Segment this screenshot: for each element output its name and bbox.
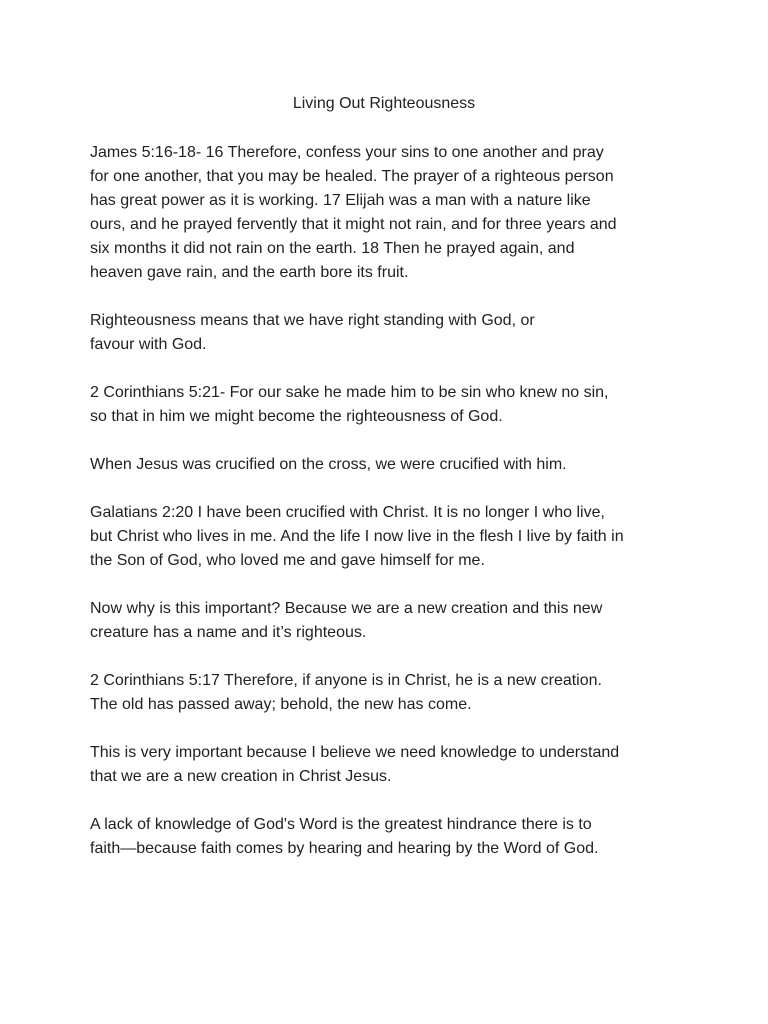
paragraph-line: Now why is this important? Because we are a new creation and this new [90, 600, 603, 617]
paragraph-line: so that in him we might become the righteousness of God. [90, 408, 503, 425]
paragraph-line: heaven gave rain, and the earth bore its fruit. [90, 264, 409, 281]
paragraph-line: six months it did not rain on the earth. 18 Then he prayed again, and [90, 240, 575, 257]
paragraph-line: creature has a name and it’s righteous. [90, 624, 367, 641]
document-title: Living Out Righteousness [292, 95, 476, 112]
paragraph [90, 597, 690, 645]
paragraph [90, 453, 690, 477]
paragraph-line: Righteousness means that we have right standing with God, or [90, 312, 535, 329]
paragraph-line: but Christ who lives in me. And the life I now live in the flesh I live by faith in [90, 528, 624, 545]
paragraph-line: faith—because faith comes by hearing and hearing by the Word of God. [90, 840, 599, 857]
paragraph [90, 381, 690, 429]
paragraph-line: A lack of knowledge of God's Word is the greatest hindrance there is to [90, 816, 592, 833]
paragraph [90, 141, 690, 285]
paragraph-line: This is very important because I believe we need knowledge to understand [90, 744, 620, 761]
paragraph-line: the Son of God, who loved me and gave himself for me. [90, 552, 485, 569]
paragraph [90, 669, 690, 717]
paragraph-line: 2 Corinthians 5:21- For our sake he made him to be sin who knew no sin, [90, 384, 609, 401]
paragraph-line: 2 Corinthians 5:17 Therefore, if anyone is in Christ, he is a new creation. [90, 672, 602, 689]
paragraph-line: Galatians 2:20 I have been crucified with Christ. It is no longer I who live, [90, 504, 605, 521]
paragraph-line: The old has passed away; behold, the new has come. [90, 696, 472, 713]
paragraph-line: for one another, that you may be healed. The prayer of a righteous person [90, 168, 614, 185]
paragraph-line: that we are a new creation in Christ Jesus. [90, 768, 392, 785]
paragraph-line: has great power as it is working. 17 Elijah was a man with a nature like [90, 192, 591, 209]
paragraph-line: favour with God. [90, 336, 207, 353]
paragraph-line: James 5:16-18- 16 Therefore, confess your sins to one another and pray [90, 144, 604, 161]
paragraph [90, 813, 690, 861]
paragraph-line: When Jesus was crucified on the cross, we were crucified with him. [90, 456, 567, 473]
paragraph-line: ours, and he prayed fervently that it might not rain, and for three years and [90, 216, 617, 233]
paragraph [90, 501, 690, 573]
paragraph [90, 741, 690, 789]
document-body [90, 141, 690, 885]
paragraph [90, 309, 690, 357]
